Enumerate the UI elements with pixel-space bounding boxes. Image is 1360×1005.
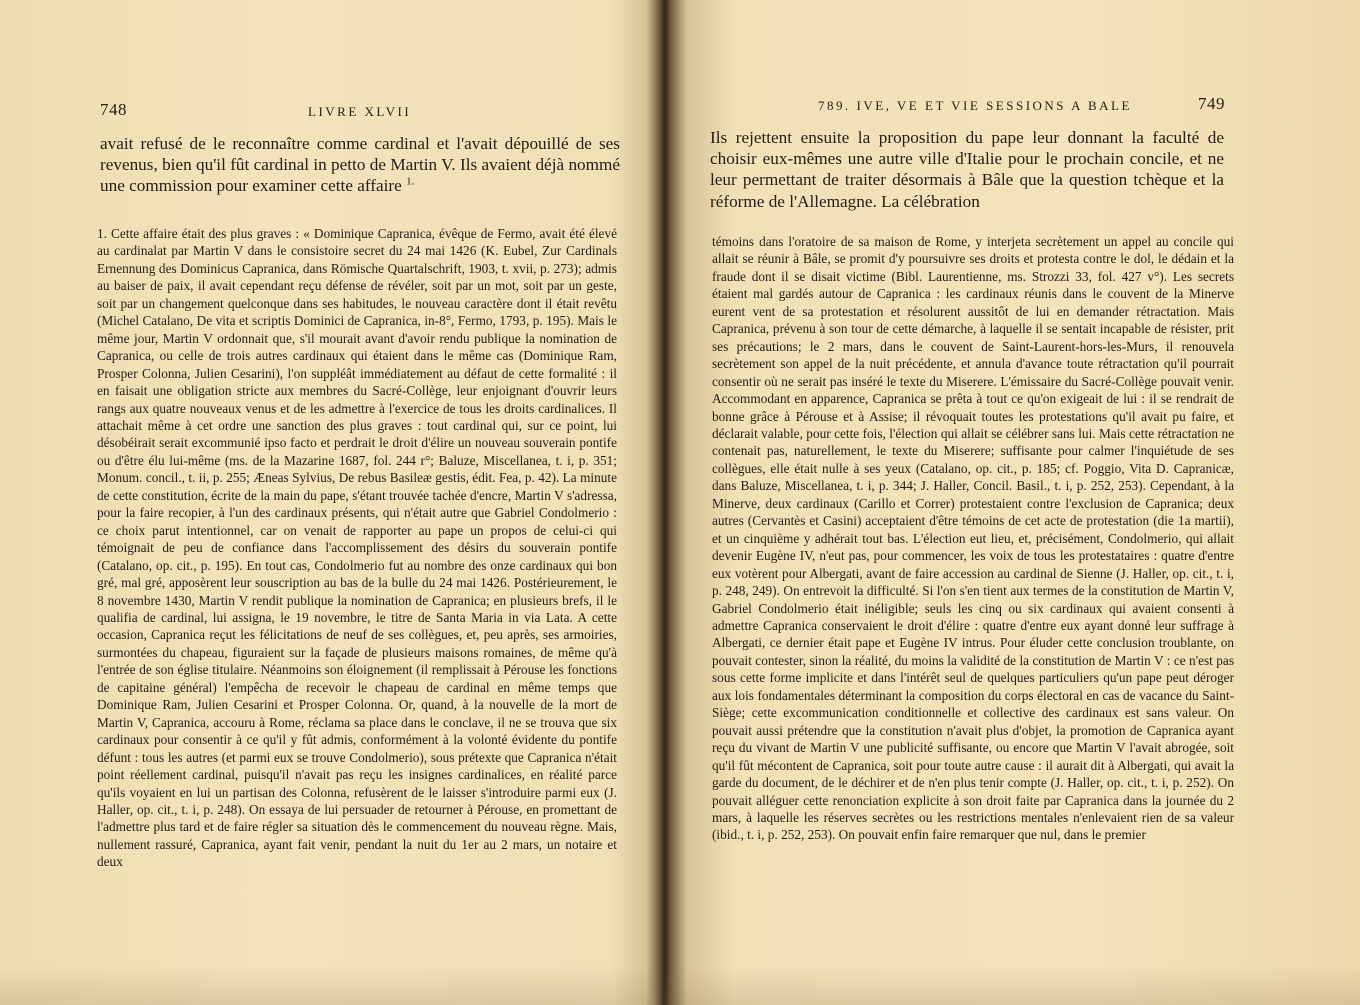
footnote: 1. Cette affaire était des plus graves : « Dominique Capranica, évêque de Fermo, avait été élevé au cardinalat par Martin V dans le consistoire secret du 24 mai 1426 (K. Eubel, Zur Cardinals Ernennung des Dominicus Capranica, dans Römische Quartalschrift, 1903, t. xvii, p. 273); admis au baiser de paix, il avait cependant reçu défense de révéler, soit par un mot, soit par un geste, soit par un changement quelconque dans ses habitudes, le nouveau caractère dont il était revêtu (Michel Catalano, De vita et scriptis Dominici de Capranica, in-8°, Fermo, 1793, p. 195). Mais le même jour, Martin V ordonnait que, s'il mourait avant d'avoir rendu publique la nomination de Capranica, ou celle de trois autres cardinaux qui étaient dans le même cas (Dominique Ram, Prosper Colonna, Julien Cesarini), l'on suppléât immédiatement au défaut de cette formalité : il en faisait une obligation stricte aux membres du Sacré-Collège, leur enjoignant d'ouvrir leurs rangs aux quatre nouveaux venus et de les admettre à l'exercice de tous les droits cardinalices. Il attachait même à cet ordre une sanction des plus graves : tout cardinal qui, sur ce point, lui désobéirait serait excommunié ipso facto et perdrait le droit d'élire un nouveau souverain pontife ou d'être élu lui-même (ms. de la Mazarine 1687, fol. 244 r°; Baluze, Miscellanea, t. i, p. 351; Monum. concil., t. ii, p. 255; Æneas Sylvius, De rebus Basileæ gestis, édit. Fea, p. 42). La minute de cette constitution, écrite de la main du pape, s'étant trouvée tachée d'encre, Martin V s'adressa, pour la faire recopier, à l'un des cardinaux présents, qui n'était autre que Gabriel Condolmerio : ce choix parut intentionnel, car on venait de rapporter au pape un propos de celui-ci qui témoignait de peu de confiance dans l'accomplissement des désirs du souverain pontife (Catalano, op. cit., p. 195). En tout cas, Condolmerio fut au nombre des onze cardinaux qui bon gré, mal gré, apposèrent leur souscription au bas de la bulle du 24 mai 1426. Postérieurement, le 8 novembre 1430, Martin V rendit publique la nomination de Capranica; en plusieurs brefs, il le qualifia de cardinal, lui assigna, le 19 novembre, le titre de Santa Maria in via Lata. A cette occasion, Capranica reçut les félicitations de neuf de ses collègues, et, peu après, ses armoiries, surmontées du chapeau, figuraient sur la façade de plusieurs maisons romaines, de même qu'à l'entrée de son église titulaire. Néanmoins son éloignement (il remplissait à Pérouse les fonctions de capitaine général) l'empêcha de recevoir le chapeau de cardinal en même temps que Dominique Ram, Julien Cesarini et Prosper Colonna. Or, quand, à la nouvelle de la mort de Martin V, Capranica, accouru à Rome, réclama sa place dans le conclave, il ne se trouva que six cardinaux pour consentir à ce qu'il y fût admis, conformément à la volonté évidente du pontife défunt : tous les autres (et parmi eux se trouve Condolmerio), sous prétexte que Capranica n'était point réellement cardinal, puisqu'il n'avait pas reçu les insignes cardinalices, en réalité parce qu'ils voyaient en lui un partisan des Colonna, refusèrent de le laisser s'introduire parmi eux (J. Haller, op. cit., t. i, p. 248). On essaya de lui persuader de retourner à Pérouse, en promettant de l'admettre plus tard et de faire régler sa situation dès le commencement du nouveau règne. Mais, nullement rassuré, Capranica, ayant fait venir, pendant la nuit du 1er au 2 mars, un notaire et deux <box>97 226 617 870</box>
main-text: Ils rejettent ensuite la proposition du pape leur donnant la faculté de choisir eux-mêmes une autre ville d'Italie pour le prochain concile, et ne leur permettant de traiter désormais à Bâle que la question tchèque et la réforme de l'Allemagne. La célébration <box>710 128 1224 211</box>
running-title: LIVRE XLVII <box>308 104 412 119</box>
page-number: 749 <box>1198 94 1225 113</box>
page-number: 748 <box>100 100 127 119</box>
right-page <box>664 0 1360 1005</box>
running-head <box>0 98 652 122</box>
main-text <box>100 133 620 197</box>
main-text-content: avait refusé de le reconnaître comme cardinal et l'avait dépouillé de ses revenus, bien qu'il fût cardinal in petto de Martin V. Ils avaient déjà nommé une commission pour examiner cette affaire <box>100 134 620 196</box>
page-shadow <box>664 965 1360 1005</box>
footnote: témoins dans l'oratoire de sa maison de Rome, y interjeta secrètement un appel au concile qui allait se réunir à Bâle, se promit d'y poursuivre ses droits et protesta contre le dol, le dédain et la fraude dont il se disait victime (Bibl. Laurentienne, ms. Strozzi 33, fol. 427 v°). Les secrets étaient mal gardés autour de Capranica : les cardinaux réunis dans le couvent de la Minerve eurent vent de sa protestation et résolurent aussitôt de lui en demander rétractation. Mais Capranica, prévenu à son tour de cette démarche, à laquelle il se sentait incapable de résister, prit ses précautions; le 2 mars, dans le couvent de Saint-Laurent-hors-les-Murs, il renouvela secrètement son appel de la nuit précédente, et annula d'avance toute rétractation qu'il pourrait consentir où ne serait pas inséré le texte du Miserere. L'émissaire du Sacré-Collège pouvait venir. Accommodant en apparence, Capranica se prêta à tout ce qu'on exigeait de lui : il se rendrait de bonne grâce à Pérouse et à Assise; il révoquait toutes les protestations qu'il avait pu faire, et déclarait valable, pour cette fois, l'élection qui allait se célébrer sans lui. Mais cette rétractation ne contenait pas, naturellement, le texte du Miserere; suffisante pour calmer l'inquiétude de ses collègues, elle était nulle à ses yeux (Catalano, op. cit., p. 185; cf. Poggio, Vita D. Capranicæ, dans Baluze, Miscellanea, t. i, p. 344; J. Haller, Concil. Basil., t. i, p. 252, 253). Cependant, à la Minerve, deux cardinaux (Carillo et Correr) protestaient contre l'exclusion de Capranica; deux autres (Cervantès et Casini) acceptaient d'être témoins de cet acte de protestation (die 1a martii), et un cinquième y adhérait tout bas. L'élection eut lieu, et, précisément, Condolmerio, qui allait devenir Eugène IV, n'eut pas, pour commencer, les voix de tous les protestataires : quatre d'entre eux votèrent pour Albergati, avant de faire accession au cardinal de Sienne (J. Haller, op. cit., t. i, p. 248, 249). On entrevoit la difficulté. Si l'on s'en tient aux termes de la constitution de Martin V, Gabriel Condolmerio était inéligible; seuls les cinq ou six cardinaux qui avaient consenti à admettre Capranica conservaient le droit d'élire : quatre d'entre eux ayant donné leur suffrage à Albergati, ce dernier était pape et Eugène IV intrus. Pour éluder cette conclusion troublante, on pouvait contester, sinon la réalité, du moins la validité de la constitution de Martin V : ce n'est pas sous cette forme implicite et dans l'intérêt seul de quelques particuliers qu'un pape peut déroger aux lois fondamentales déterminant la composition du corps électoral en cas de vacance du Saint-Siège; cette excommunication conditionnelle et collective des cardinaux est sans valeur. On pouvait aussi prétendre que la constitution n'avait plus d'objet, la promotion de Capranica ayant reçu du vivant de Martin V une publicité suffisante, ou encore que Martin V l'avait abrogée, soit qu'il fût mécontent de Capranica, soit pour toute autre cause : il aurait dit à Albergati, qui avait la garde du document, de le déchirer et de n'en plus tenir compte (J. Haller, op. cit., t. i, p. 252). On pouvait alléguer cette renonciation explicite à son droit faite par Capranica dans la journée du 2 mars, à laquelle les réserves secrètes ou les restrictions mentales n'enlevaient rien de sa valeur (ibid., t. i, p. 252, 253). On pouvait enfin faire remarquer que nul, dans le premier <box>712 234 1234 843</box>
running-title: 789. IVE, VE ET VIE SESSIONS A BALE <box>818 98 1132 113</box>
footnote-reference: 1. <box>406 175 415 188</box>
page-shadow <box>0 965 652 1005</box>
running-head <box>664 94 1360 122</box>
left-page <box>0 0 652 1005</box>
